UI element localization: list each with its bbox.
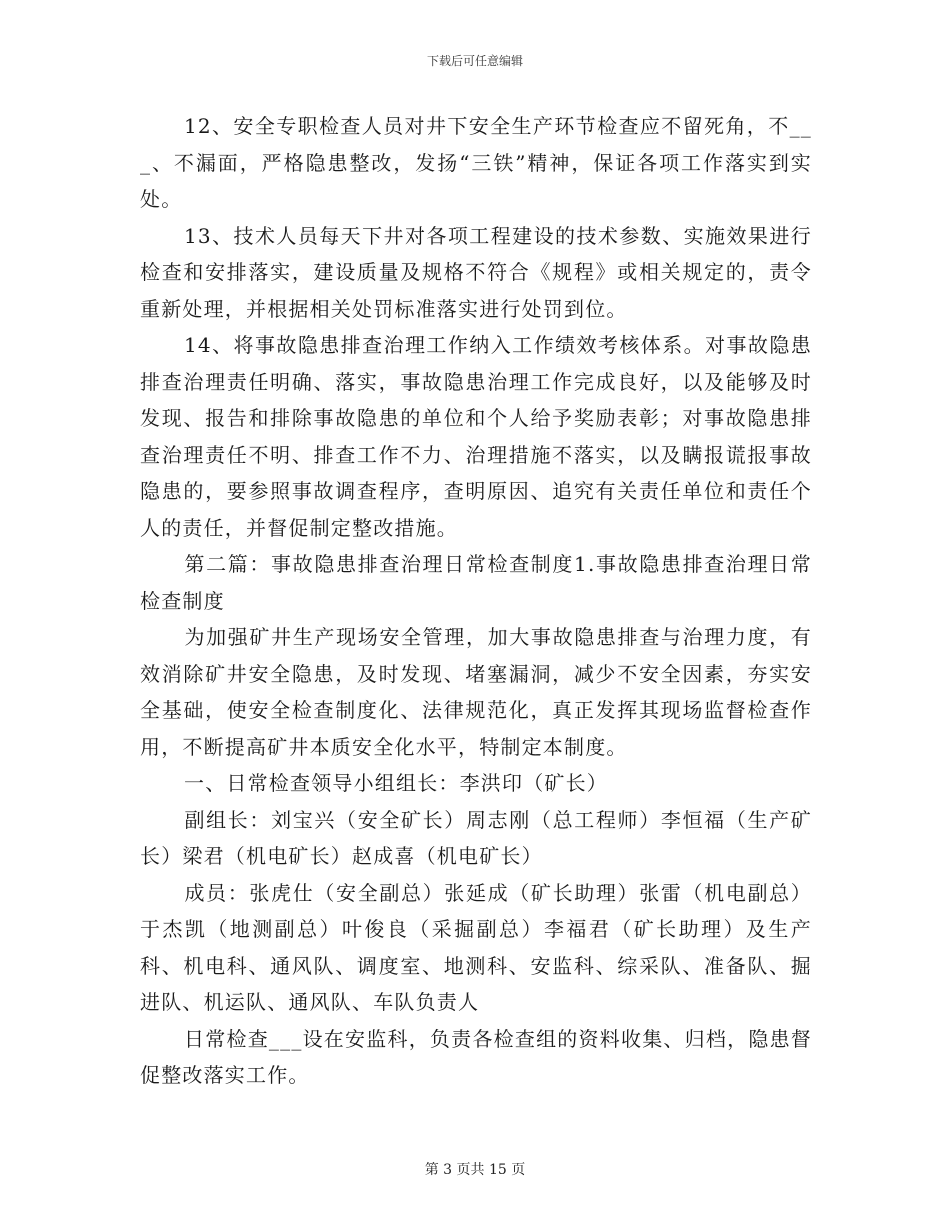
paragraph-text: 成员：张虎仕（安全副总）张延成（矿长助理）张雷（机电副总）于杰凯（地测副总）叶俊良（采掘副总）李福君（矿长助理）及生产科、机电科、通风队、调度室、地测科、安监科、综采队、准备队、掘进队、机运队、通风队、车队负责人 <box>140 880 812 1014</box>
paragraph-14 <box>140 327 812 546</box>
paragraph-text: 为加强矿井生产现场安全管理，加大事故隐患排查与治理力度，有效消除矿井安全隐患，及时发现、堵塞漏洞，减少不安全因素，夯实安全基础，使安全检查制度化、法律规范化，真正发挥其现场监督检查作用，不断提高矿井本质安全化水平，特制定本制度。 <box>140 625 812 759</box>
paragraph-text: 12、安全专职检查人员对井下安全生产环节检查应不留死角，不___、不漏面，严格隐患整改，发扬“三铁”精神，保证各项工作落实到实处。 <box>140 114 812 211</box>
paragraph-deputy-leaders <box>140 802 812 875</box>
paragraph-text: 13、技术人员每天下井对各项工程建设的技术参数、实施效果进行检查和安排落实，建设质量及规格不符合《规程》或相关规定的，责令重新处理，并根据相关处罚标准落实进行处罚到位。 <box>140 223 812 321</box>
section-title-part-two <box>140 546 812 619</box>
paragraph-text: 副组长：刘宝兴（安全矿长）周志刚（总工程师）李恒福（生产矿长）梁君（机电矿长）赵成喜（机电矿长） <box>140 807 812 868</box>
paragraph-purpose <box>140 619 812 765</box>
page-number: 第 3 页共 15 页 <box>424 1162 526 1178</box>
document-body <box>140 108 812 1094</box>
paragraph-12 <box>140 108 812 218</box>
paragraph-members <box>140 875 812 1021</box>
paragraph-text: 14、将事故隐患排查治理工作纳入工作绩效考核体系。对事故隐患排查治理责任明确、落实，事故隐患治理工作完成良好，以及能够及时发现、报告和排除事故隐患的单位和个人给予奖励表彰；对事故隐患排查治理责任不明、排查工作不力、治理措施不落实，以及瞒报谎报事故隐患的，要参照事故调查程序，查明原因、追究有关责任单位和责任个人的责任，并督促制定整改措施。 <box>140 333 812 540</box>
paragraph-office <box>140 1021 812 1094</box>
paragraph-text: 第二篇：事故隐患排查治理日常检查制度1.事故隐患排查治理日常检查制度 <box>140 552 812 613</box>
page-header-note: 下载后可任意编辑 <box>426 54 523 68</box>
paragraph-text: 一、日常检查领导小组组长：李洪印（矿长） <box>184 771 608 795</box>
paragraph-leader <box>140 765 812 802</box>
paragraph-13 <box>140 218 812 328</box>
paragraph-text: 日常检查___设在安监科，负责各检查组的资料收集、归档，隐患督促整改落实工作。 <box>140 1026 812 1087</box>
